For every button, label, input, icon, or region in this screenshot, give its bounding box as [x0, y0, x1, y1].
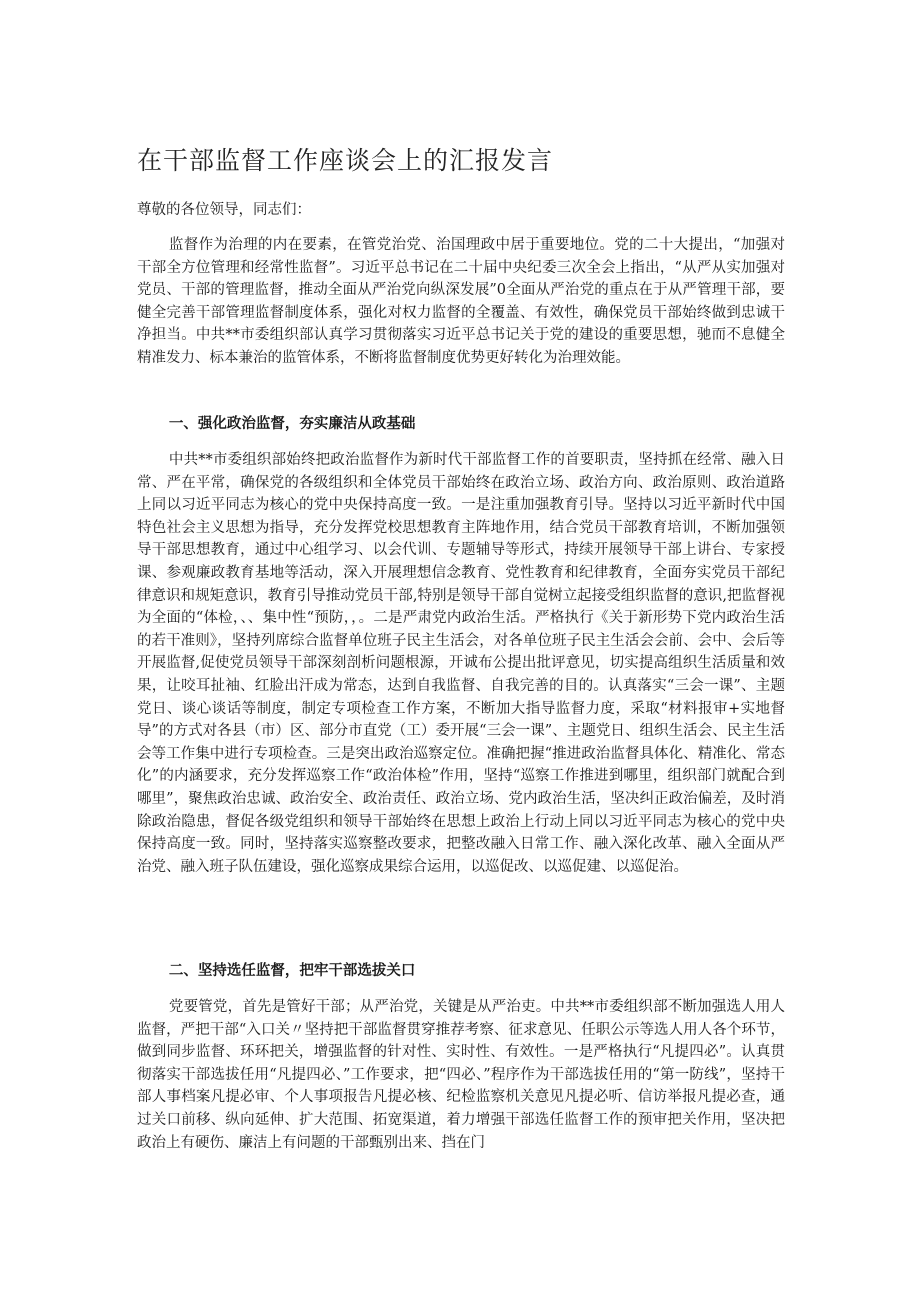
section-1-paragraph: 中共**市委组织部始终把政治监督作为新时代干部监督工作的首要职责，坚持抓在经常、融入日常、严在平常，确保党的各级组织和全体党员干部始终在政治立场、政治方向、政治原则、政治道路上同以习近平同志为核心的党中央保持高度一致。一是注重加强教育引导。坚持以习近平新时代中国特色社会主义思想为指导，充分发挥党校思想教育主阵地作用，结合党员干部教育培训，不断加强领导干部思想教育，通过中心组学习、以会代训、专题辅导等形式，持续开展领导干部上讲台、专家授课、参观廉政教育基地等活动，深入开展理想信念教育、党性教育和纪律教育，全面夯实党员干部纪律意识和规矩意识，教育引导推动党员干部,特别是领导干部自觉树立起接受组织监督的意识,把监督视为全面的“体检，、、集中性“预防，，。二是严肃党内政治生活。严格执行《关于新形势下党内政治生活的若干准则》，坚持列席综合监督单位班子民主生活会，对各单位班子民主生活会会前、会中、会后等开展监督,促使党员领导干部深刻剖析问题根源，开诚布公提出批评意见，切实提高组织生活质量和效果，让咬耳扯袖、红脸出汗成为常态，达到自我监督、自我完善的目的。认真落实“三会一课”、主题党日、谈心谈话等制度，制定专项检查工作方案，不断加大指导监督力度，采取“材料报审+实地督导”的方式对各县（市）区、部分市直党（工）委开展“三会一课”、主题党日、组织生活会、民主生活会等工作集中进行专项检查。三是突出政治巡察定位。准确把握“推进政治监督具体化、精准化、常态化”的内涵要求，充分发挥巡察工作“政治体检”作用，坚持“巡察工作推进到哪里，组织部门就配合到哪里”，聚焦政治忠诚、政治安全、政治责任、政治立场、党内政治生活，坚决纠正政治偏差，及时消除政治隐患，督促各级党组织和领导干部始终在思想上政治上行动上同以习近平同志为核心的党中央保持高度一致。同时，坚持落实巡察整改要求，把整改融入日常工作、融入深化改革、融入全面从严治党、融入班子队伍建设，强化巡察成果综合运用，以巡促改、以巡促建、以巡促治。 — [137, 452, 785, 875]
section-2-paragraph: 党要管党，首先是管好干部；从严治党，关键是从严治吏。中共**市委组织部不断加强选人用人监督，严把干部“入口关〃坚持把干部监督贯穿推荐考察、征求意见、任职公示等选人用人各个环节，做到同步监督、环环把关，增强监督的针对性、实时性、有效性。一是严格执行“凡提四必”。认真贯彻落实干部选拔任用“凡提四必、”工作要求，把“四必、”程序作为干部选拔任用的“第一防线”，坚持干部人事档案凡提必审、个人事项报告凡提必核、纪检监察机关意见凡提必听、信访举报凡提必查，通过关口前移、纵向延伸、扩大范围、拓宽渠道，着力增强干部选任监督工作的预审把关作用，坚决把政治上有硬伤、廉洁上有问题的干部甄别出来、挡在门 — [137, 999, 785, 1151]
section-1-heading: 一、强化政治监督，夯实廉洁从政基础 — [168, 416, 416, 432]
intro-paragraph: 监督作为治理的内在要素，在管党治党、治国理政中居于重要地位。党的二十大提出，“加强对干部全方位管理和经常性监督”。习近平总书记在二十届中央纪委三次全会上指出，“从严从实加强对党员、干部的管理监督，推动全面从严治党向纵深发展”0全面从严治党的重点在于从严管理干部，要健全完善干部管理监督制度体系，强化对权力监督的全覆盖、有效性，确保党员干部始终做到忠诚干净担当。中共**市委组织部认真学习贯彻落实习近平总书记关于党的建设的重要思想，驰而不息健全精准发力、标本兼治的监管体系，不断将监督制度优势更好转化为治理效能。 — [137, 237, 785, 366]
section-2-heading: 二、坚持选任监督，把牢干部选拔关口 — [168, 963, 416, 979]
greeting: 尊敬的各位领导，同志们： — [137, 202, 311, 218]
document-title: 在干部监督工作座谈会上的汇报发言 — [137, 146, 554, 175]
